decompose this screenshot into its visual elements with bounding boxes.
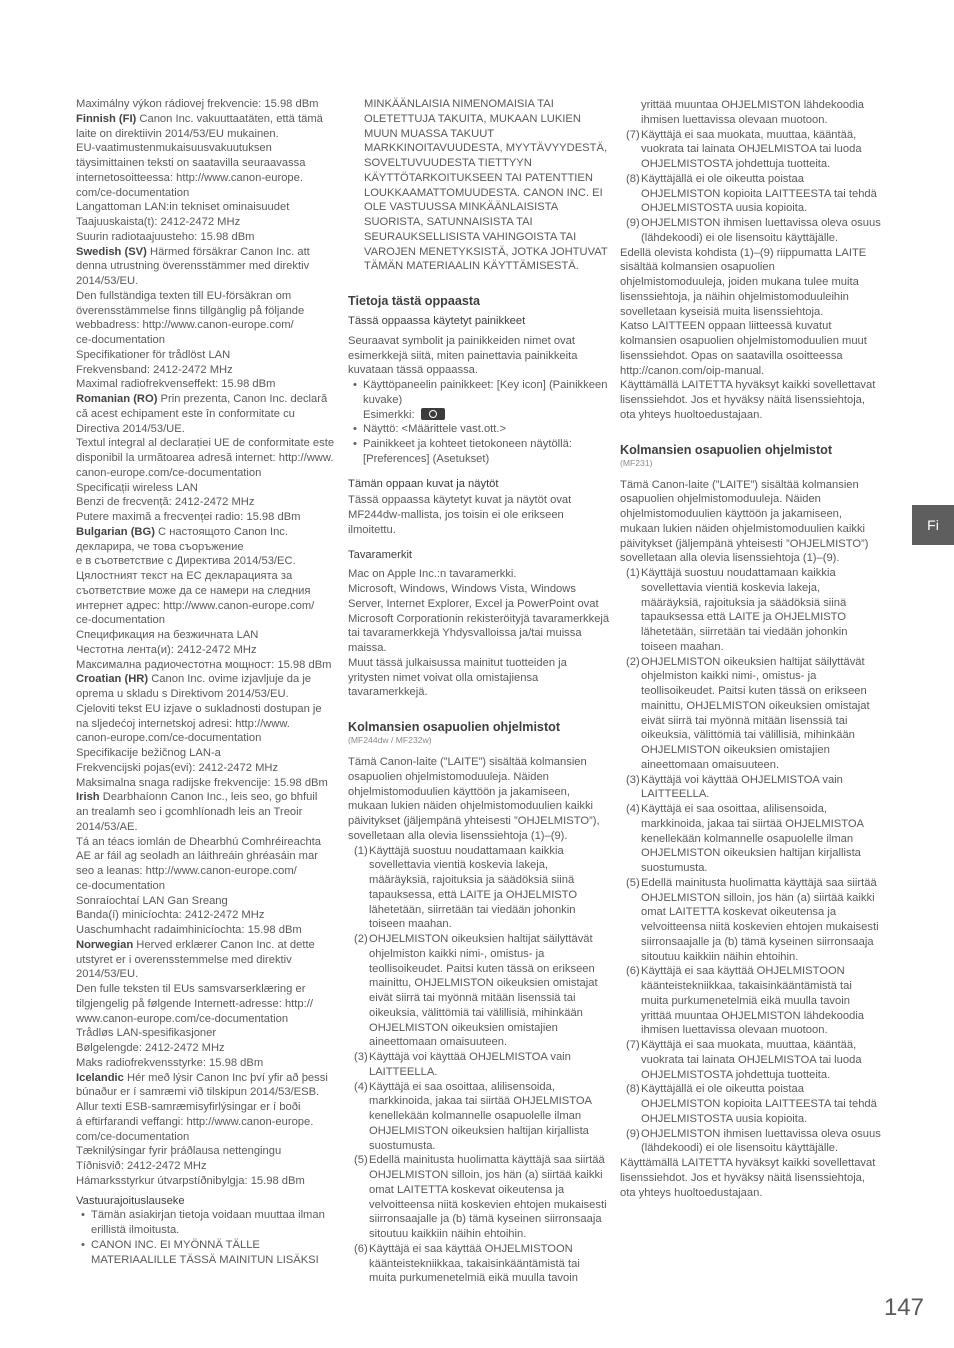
text-line: internetosoitteessa: http://www.canon-europe. — [76, 171, 303, 184]
buttons-intro: Seuraavat symbolit ja painikkeiden nimet ovat esimerkkejä siitä, miten painettavia painikkeita kuvataan tässä oppaassa. — [348, 334, 578, 377]
text-line: na sljedećoj internetskoj adresi: http://www. — [76, 717, 290, 730]
license-terms-list — [348, 844, 610, 1287]
paragraph: Käyttämällä LAITETTA hyväksyt kaikki sovellettavat lisenssiehdot. Jos et hyväksy näitä lisenssiehtoja, ota yhteys huoltoedustajaan. — [620, 379, 876, 421]
license-terms-list — [620, 566, 882, 1156]
buttons-list — [348, 378, 610, 467]
buttons-heading: Tässä oppaassa käytetyt painikkeet — [348, 315, 526, 327]
text-line: Uaschumhacht radaimhinicíochta: 15.98 dBm — [76, 924, 302, 936]
item-text: Käyttäjä ei saa käyttää OHJELMISTOON käänteistekniikkaa, takaisinkääntämistä tai muita purkumenetelmiä eikä muulla tavoin — [369, 1242, 580, 1285]
text-line: Benzi de frecvență: 2412-2472 MHz — [76, 496, 255, 509]
text-line: Maximálny výkon rádiovej frekvencie: 15.98 dBm — [76, 98, 319, 110]
text-line: Den fulle teksten til EUs samsvarserklæring er — [76, 983, 306, 995]
list-item — [620, 773, 882, 803]
item-number: (8) — [626, 172, 640, 185]
text-line: Tíðnisvið: 2412-2472 MHz — [76, 1160, 207, 1172]
panel-keys-text: Käyttöpaneelin painikkeet: [Key icon] (Painikkeen kuvake) — [363, 379, 608, 406]
paragraph: Katso LAITTEEN oppaan liitteessä kuvatut kolmansien osapuolien ohjelmistomoduulien muut lisenssiehdot. Opas on saatavilla osoitteessa http://canon.com/oip-manual. — [620, 320, 867, 377]
item-text: Käyttäjä ei saa osoittaa, alilisensoida, markkinoida, jakaa tai siirtää OHJELMISTOA kenellekään kolmannelle osapuolelle ilman OHJELMISTON oikeuksien haltijan kirjallista suostumusta. — [641, 803, 864, 874]
text-line: överensstämmelse finns tillgänglig på följande — [76, 304, 305, 317]
item-number: (1) — [626, 567, 640, 579]
item-number: (2) — [354, 933, 368, 945]
model-note: (MF244dw / MF232w) — [348, 735, 432, 745]
text-line — [76, 790, 338, 805]
text-line: Hámarksstyrkur útvarpstíðnibylgja: 15.98 dBm — [76, 1174, 305, 1187]
text-line: oprema u skladu s Direktivom 2014/53/EU. — [76, 688, 289, 700]
text-line: Tá an téacs iomlán de Dhearbhú Comhréireachta — [76, 835, 322, 848]
item-text: Käyttäjä ei saa käyttää OHJELMISTOON käänteistekniikkaa, takaisinkääntämistä tai muita purkumenetelmiä eikä muulla tavoin yrittää muuntaa OHJELMISTON lähdekoodia ihmisen luettavissa olevaan muotoon. — [641, 965, 865, 1037]
text-line — [76, 1071, 338, 1086]
text-line: 2014/53/EU. — [76, 275, 139, 287]
list-item — [620, 1082, 882, 1126]
item-number: (9) — [626, 1127, 640, 1140]
text-line: Specifikacije bežičnog LAN-a — [76, 747, 221, 759]
text-line: täysimittainen teksti on saatavilla seuraavassa — [76, 157, 306, 169]
third-party-heading: Kolmansien osapuolien ohjelmistot — [620, 442, 833, 457]
statement-text: Canon Inc. vakuuttaatäten, että tämä — [136, 112, 323, 125]
text-line: com/ce-documentation — [76, 186, 190, 199]
list-item — [620, 876, 882, 965]
list-item — [348, 844, 610, 933]
item-text: OHJELMISTON ihmisen luettavissa oleva osuus (lähdekoodi) ei ole lisensoitu käyttäjälle. — [641, 217, 881, 244]
license-terms-list — [620, 128, 882, 246]
images-heading: Tämän oppaan kuvat ja näytöt — [348, 477, 499, 490]
column-right — [620, 98, 882, 1200]
text-line: Cjeloviti tekst EU izjave o sukladnosti dostupan je — [76, 702, 322, 715]
model-note: (MF231) — [620, 457, 653, 468]
paragraph: Edellä olevista kohdista (1)–(9) riippumatta LAITE sisältää kolmansien osapuolien ohjelmistomoduuleja, joiden mukana tulee muita lisenssiehtoja, ja näihin ohjelmistomoduuleihin sovelletaan kyseisiä muita lisenssiehtoja. — [620, 246, 867, 318]
statement-text: С настоящото Canon Inc. — [154, 525, 288, 538]
text-line — [76, 112, 338, 127]
list-item — [620, 1127, 882, 1157]
statement-text: Prin prezenta, Canon Inc. declară — [157, 393, 328, 405]
text-line: Directiva 2014/53/UE. — [76, 422, 185, 435]
list-item — [348, 1242, 610, 1286]
statement-text: Dearbhaíonn Canon Inc., leis seo, go bhfuil — [99, 791, 318, 804]
item-text: Käyttäjä ei saa osoittaa, alilisensoida, markkinoida, jakaa tai siirtää OHJELMISTOA kenellekään kolmannelle osapuolelle ilman OHJELMISTON oikeuksien haltijan kirjallista suostumusta. — [369, 1080, 592, 1152]
text-line: Trådløs LAN-spesifikasjoner — [76, 1027, 217, 1040]
text-line: Цялостният текст на ЕС декларацията за — [76, 570, 293, 582]
item-number: (2) — [626, 655, 640, 668]
statement-text: Canon Inc. ovime izjavljuje da je — [148, 673, 312, 686]
text-line: Langattoman LAN:in tekniset ominaisuudet — [76, 201, 290, 214]
text-line: Tæknilýsingar fyrir þráðlausa nettengingu — [76, 1145, 282, 1158]
item-number: (4) — [626, 803, 640, 815]
item-number: (9) — [626, 217, 640, 229]
list-item — [348, 1080, 610, 1154]
key-icon — [421, 408, 445, 420]
example-label: Esimerkki: — [363, 408, 415, 421]
text-line: că acest echipament este în conformitate cu — [76, 407, 295, 420]
text-line: е в съответствие с Директива 2014/53/ЕС. — [76, 555, 296, 568]
item-number: (8) — [626, 1083, 640, 1096]
text-line — [76, 938, 338, 953]
language-label: Norwegian — [76, 938, 134, 951]
trademarks-text: Muut tässä julkaisussa mainitut tuotteiden ja yritysten nimet voivat olla omistajiensa tavaramerkkejä. — [348, 656, 567, 699]
item-number: (1) — [354, 844, 368, 857]
list-item — [620, 128, 882, 172]
trademarks-text: Microsoft, Windows, Windows Vista, Windows Server, Internet Explorer, Excel ja PowerPoint ovat Microsoft Corporationin rekisteröityjä tavaramerkkejä tai tavaramerkkejä Yhdysvalloissa ja/tai muissa maissa. — [348, 583, 610, 654]
text-line: seo a leanas: http://www.canon-europe.com/ — [76, 865, 297, 877]
text-line: 2014/53/AE. — [76, 820, 138, 833]
text-line: laite on direktiivin 2014/53/EU mukainen. — [76, 127, 279, 140]
list-item — [620, 566, 882, 655]
list-item — [348, 1050, 610, 1080]
statement-text: Hér með lýsir Canon Inc því yfir að þessi — [123, 1071, 328, 1084]
list-item: • Näyttö: <Määrittele vast.ott.> — [348, 422, 610, 437]
text-line: utstyret er i overensstemmelse med direktiv — [76, 953, 292, 966]
statement-text: Härmed försäkrar Canon Inc. att — [146, 245, 310, 258]
text-line: ce-documentation — [76, 614, 165, 627]
text-line: Честотна лента(и): 2412-2472 MHz — [76, 643, 257, 656]
text-line: съответствие може да се намери на следния — [76, 584, 311, 597]
text-line: disponibil la următoarea adresă internet: http://www. — [76, 452, 334, 464]
disclaimer-continuation: MINKÄÄNLAISIA NIMENOMAISIA TAI OLETETTUJA TAKUITA, MUKAAN LUKIEN MUUN MUASSA TAKUUT MARKKINOITAVUUDESTA, MYYTÄVYYDESTÄ, SOVELTUVUUDESTA TIETTYYN KÄYTTÖTARKOITUKSEEN TAI PATENTTIEN LOUKKAAMATTOMUUDESTA. CANON INC. EI OLE VASTUUSSA MINKÄÄNLAISISTA SUORISTA, SATUNNAISISTA TAI SEURAUKSELLISISTA VAHINGOISTA TAI VAROJEN MENETYKSISTÄ, JOTKA JOHTUVAT TÄMÄN MATERIAALIN KÄYTTÄMISESTÄ. — [364, 98, 608, 273]
text-line: webbadress: http://www.canon-europe.com/ — [76, 319, 294, 332]
item-number: (3) — [354, 1051, 368, 1063]
text-line: Maksimalna snaga radijske frekvencije: 15.98 dBm — [76, 776, 328, 789]
text-line: Putere maximă a frecvenței radio: 15.98 dBm — [76, 511, 301, 523]
text-line: Спецификация на безжичната LAN — [76, 629, 259, 641]
list-item: • Painikkeet ja kohteet tietokoneen näytöllä: [Preferences] (Asetukset) — [348, 437, 610, 467]
language-label: Finnish (FI) — [76, 112, 137, 125]
item-text: Käyttäjällä ei ole oikeutta poistaa OHJELMISTON kopioita LAITTEESTA tai tehdä OHJELMISTOSTA uusia kopioita. — [641, 1083, 877, 1125]
text-line: Frekvencijski pojas(evi): 2412-2472 MHz — [76, 761, 279, 774]
text-line: Allur texti ESB-samræmisyfirlýsingar er í boði — [76, 1101, 301, 1113]
text-line: Bølgelengde: 2412-2472 MHz — [76, 1042, 225, 1054]
item-text: Käyttäjällä ei ole oikeutta poistaa OHJELMISTON kopioita LAITTEESTA tai tehdä OHJELMISTOSTA uusia kopioita. — [641, 172, 877, 215]
text-line: Maximal radiofrekvenseffekt: 15.98 dBm — [76, 378, 276, 391]
text-line: com/ce-documentation — [76, 1130, 190, 1143]
third-party-intro: Tämä Canon-laite (”LAITE”) sisältää kolmansien osapuolien ohjelmistomoduuleja. Näiden ohjelmistomoduulien käyttöön ja jakamiseen, mukaan lukien näiden ohjelmistomoduulien kaikki päivitykset (jäljempänä yhteisesti ”OHJELMISTO”) sovelletaan alla olevia lisenssiehtoja (1)–(9). — [620, 478, 869, 565]
page-number: 147 — [883, 1294, 924, 1321]
regulatory-statements — [76, 97, 338, 1189]
list-item: • CANON INC. EI MYÖNNÄ TÄLLE MATERIAALILLE TÄSSÄ MAINITUN LISÄKSI — [76, 1238, 338, 1268]
language-label: Bulgarian (BG) — [76, 525, 155, 538]
text-line: Taajuuskaista(t): 2412-2472 MHz — [76, 216, 241, 228]
item-number: (6) — [354, 1242, 368, 1255]
item-number: (4) — [354, 1080, 368, 1093]
item-number: (3) — [626, 773, 640, 786]
trademarks-heading: Tavaramerkit — [348, 548, 413, 561]
list-item — [620, 802, 882, 876]
list-item: • Tämän asiakirjan tietoja voidaan muuttaa ilman erillistä ilmoitusta. — [76, 1208, 338, 1238]
list-item — [348, 932, 610, 1050]
list-item — [620, 655, 882, 773]
text-line: EU-vaatimustenmukaisuusvakuutuksen — [76, 142, 272, 155]
paragraph: Käyttämällä LAITETTA hyväksyt kaikki sovellettavat lisenssiehdot. Jos et hyväksy näitä lisenssiehtoja, ota yhteys huoltoedustajaan. — [620, 1157, 876, 1199]
list-item — [348, 378, 610, 422]
item-text: Käyttäjä suostuu noudattamaan kaikkia sovellettavia vientiä koskevia lakeja, määräyksiä, rajoituksia ja säädöksiä siinä tapauksessa että LAITE ja OHJELMISTO lähetetään, siirretään tai viedään johonkin toiseen maahan. — [641, 567, 848, 653]
trademarks-text: Mac on Apple Inc.:n tavaramerkki. — [348, 568, 517, 581]
list-item — [348, 1153, 610, 1242]
item-number: (6) — [626, 965, 640, 978]
item-number: (5) — [354, 1154, 368, 1167]
language-tab: Fi — [912, 505, 954, 545]
language-label: Icelandic — [76, 1071, 124, 1084]
language-label: Croatian (HR) — [76, 673, 149, 686]
text-line: www.canon-europe.com/ce-documentation — [76, 1012, 289, 1025]
statement-text: Herved erklærer Canon Inc. at dette — [133, 938, 315, 951]
language-label: Swedish (SV) — [76, 245, 147, 258]
text-line — [76, 245, 338, 260]
item-text: OHJELMISTON oikeuksien haltijat säilyttävät ohjelmiston kaikki nimi-, omistus- ja teollisoikeudet. Paitsi kuten tässä on erikseen mainittu, OHJELMISTON oikeuksien omistajat eivät siirrä tai myönnä mitään lisenssiä tai oikeuksia, välittömiä tai välillisiä, mihinkään OHJELMISTON oikeuksien omistajien aineettomaan omaisuuteen. — [641, 655, 870, 771]
third-party-heading: Kolmansien osapuolien ohjelmistot — [348, 720, 561, 734]
text-line: AE ar fáil ag seoladh an láithreáin ghréasáin mar — [76, 850, 318, 863]
item-text: Käyttäjä voi käyttää OHJELMISTOA vain LAITTEELLA. — [369, 1051, 571, 1078]
text-line: декларира, че това съоръжение — [76, 540, 244, 553]
text-line — [76, 525, 338, 540]
text-line: Specificații wireless LAN — [76, 481, 198, 494]
language-label: Romanian (RO) — [76, 393, 158, 405]
text-line: ce-documentation — [76, 879, 165, 892]
text-line: Den fullständiga texten till EU-försäkran om — [76, 289, 292, 302]
list-item — [620, 172, 882, 216]
item-text: Käyttäjä voi käyttää OHJELMISTOA vain LAITTEELLA. — [641, 773, 843, 801]
item-text: OHJELMISTON ihmisen luettavissa oleva osuus (lähdekoodi) ei ole lisensoitu käyttäjälle. — [641, 1127, 881, 1155]
item-continuation: yrittää muuntaa OHJELMISTON lähdekoodia ihmisen luettavissa olevaan muotoon. — [641, 99, 865, 126]
language-label: Irish — [76, 791, 100, 804]
about-manual-heading: Tietoja tästä oppaasta — [348, 294, 481, 308]
list-item — [620, 1038, 882, 1082]
text-line — [76, 392, 338, 407]
text-line: Sonraíochtaí LAN Gan Sreang — [76, 894, 228, 907]
third-party-intro: Tämä Canon-laite (”LAITE”) sisältää kolmansien osapuolien ohjelmistomoduuleja. Näiden ohjelmistomoduulien käyttöön ja jakamiseen, mukaan lukien näiden ohjelmistomoduulien kaikki päivitykset (jäljempänä yhteisesti ”OHJELMISTO”), sovelletaan alla olevia lisenssiehtoja (1)–(9). — [348, 756, 600, 842]
item-text: Käyttäjä ei saa muokata, muuttaa, kääntää, vuokrata tai lainata OHJELMISTOA tai luoda OHJELMISTOSTA johdettuja tuotteita. — [641, 128, 862, 170]
text-line: Suurin radiotaajuusteho: 15.98 dBm — [76, 230, 255, 243]
text-line: Specifikationer för trådlöst LAN — [76, 348, 231, 361]
disclaimer-heading: Vastuurajoituslauseke — [76, 1194, 185, 1207]
text-line: ce-documentation — [76, 334, 165, 346]
item-text: Käyttäjä ei saa muokata, muuttaa, kääntää, vuokrata tai lainata OHJELMISTOA tai luoda OHJELMISTOSTA johdettuja tuotteita. — [641, 1039, 862, 1081]
item-text: Käyttäjä suostuu noudattamaan kaikkia sovellettavia vientiä koskevia lakeja, määräyksiä, rajoituksia ja säädöksiä siinä tapauksessa, että LAITE ja OHJELMISTO lähetetään, siirretään tai viedään johonkin toiseen maahan. — [369, 844, 578, 931]
list-item — [620, 216, 882, 246]
list-item — [620, 964, 882, 1038]
text-line: Максимална радиочестотна мощност: 15.98 dBm — [76, 658, 332, 671]
images-text: Tässä oppaassa käytetyt kuvat ja näytöt ovat MF244dw-mallista, jos toisin ei ole erikseen ilmoitettu. — [348, 494, 572, 536]
text-line: canon-europe.com/ce-documentation — [76, 732, 262, 745]
text-line: Frekvensband: 2412-2472 MHz — [76, 363, 233, 376]
text-line: an trealamh seo i gcomhlíonadh leis an Treoir — [76, 806, 303, 818]
text-line: интернет адрес: http://www.canon-europe.com/ — [76, 599, 315, 612]
disclaimer-list — [76, 1208, 338, 1267]
item-number: (7) — [626, 1039, 640, 1051]
text-line: tilgjengelig på følgende Internett-adresse: http:// — [76, 997, 313, 1010]
text-line — [76, 672, 338, 687]
text-line: Textul integral al declarației UE de conformitate este — [76, 437, 335, 450]
item-text: Edellä mainitusta huolimatta käyttäjä saa siirtää OHJELMISTON silloin, jos hän (a) siirtää kaikki omat LAITETTA koskevat oikeutensa ja velvoitteensa niitä koskevien ehtojen mukaisesti siirronsaajalle ja (b) tämä kyseinen siirronsaaja sitoutuu kaikkiin näihin ehtoihin. — [369, 1154, 607, 1240]
text-line: canon-europe.com/ce-documentation — [76, 466, 262, 479]
item-text: OHJELMISTON oikeuksien haltijat säilyttävät ohjelmiston kaikki nimi-, omistus- ja teollisoikeudet. Paitsi kuten tässä on erikseen mainittu, OHJELMISTON oikeuksien omistajat eivät siirrä tai myönnä mitään lisenssiä tai oikeuksia, välittömiä tai välillisiä, mihinkään OHJELMISTON oikeuksien omistajien aineettomaan omaisuuteen. — [369, 933, 598, 1049]
item-number: (7) — [626, 128, 640, 141]
column-middle — [348, 97, 610, 1286]
text-line: Banda(í) minicíochta: 2412-2472 MHz — [76, 909, 265, 922]
text-line: búnaður er í samræmi við tilskipun 2014/53/ESB. — [76, 1086, 320, 1099]
text-line: á eftirfarandi veffangi: http://www.canon-europe. — [76, 1115, 314, 1128]
text-line: denna utrustning överensstämmer med direktiv — [76, 260, 310, 273]
text-line: 2014/53/EU. — [76, 968, 139, 981]
item-text: Edellä mainitusta huolimatta käyttäjä saa siirtää OHJELMISTON silloin, jos hän (a) siirtää kaikki omat LAITETTA koskevat oikeutensa ja velvoitteensa niitä koskevien ehtojen mukaisesti siirronsaajalle ja (b) tämä kyseinen siirronsaaja sitoutuu kaikkiin näihin ehtoihin. — [641, 876, 879, 963]
item-number: (5) — [626, 876, 640, 889]
text-line: Maks radiofrekvensstyrke: 15.98 dBm — [76, 1056, 264, 1069]
column-left — [76, 97, 338, 1267]
